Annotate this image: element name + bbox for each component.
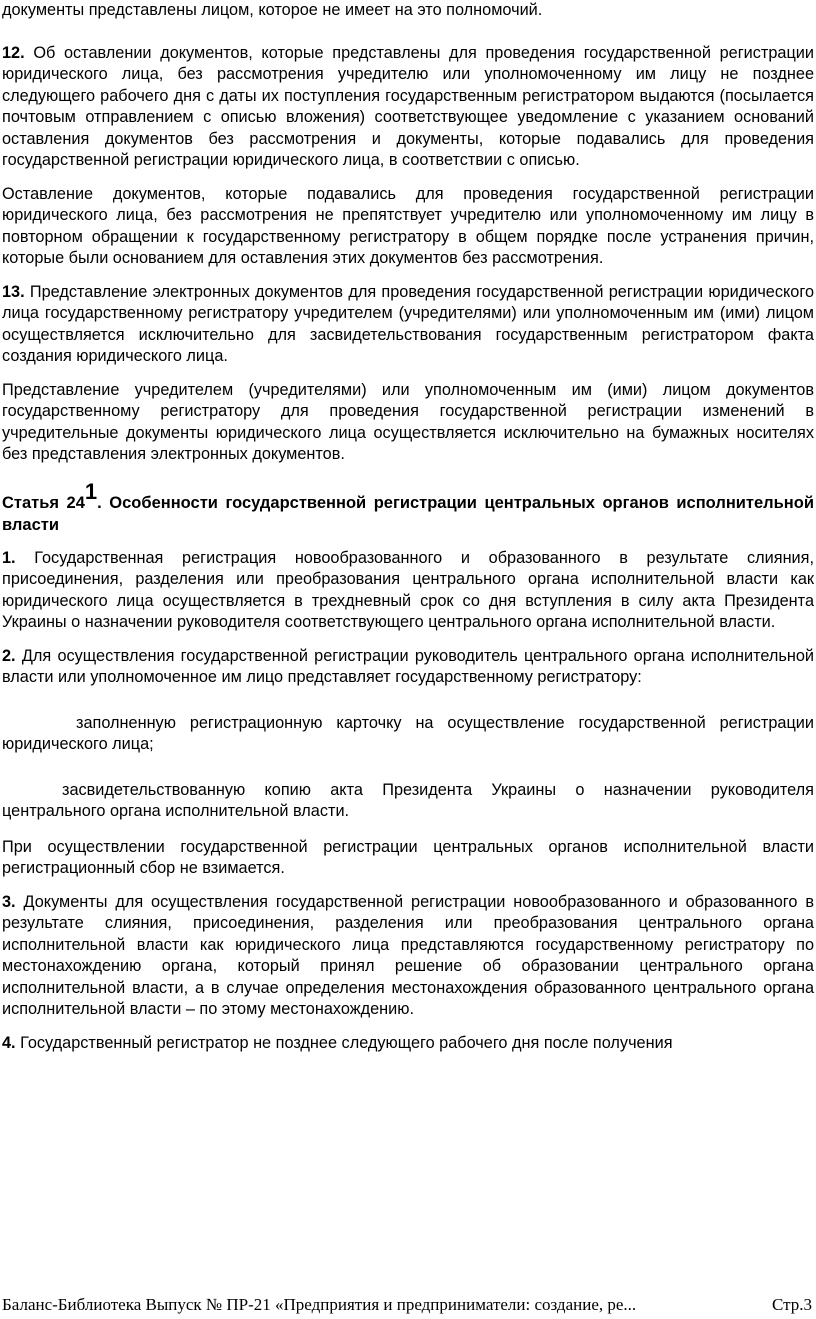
article-superscript: 1 <box>84 479 98 504</box>
item-text: Государственный регистратор не позднее следующего рабочего дня после получения <box>15 1033 673 1052</box>
item-2-note: При осуществлении государственной регистрации центральных органов исполнительной власти регистрационный сбор не взимается. <box>2 837 814 877</box>
article-title: . Особенности государственной регистрации центральных органов исполнительной власти <box>2 493 814 534</box>
item-4 <box>2 1033 814 1055</box>
page-number: Стр.3 <box>771 1295 812 1314</box>
item-2-list-entry: засвидетельствованную копию акта Президента Украины о назначении руководителя центрального органа исполнительной власти. <box>2 780 814 820</box>
paragraph-continuation: документы представлены лицом, которое не имеет на это полномочий. <box>2 1 543 19</box>
item-number: 3. <box>2 892 16 911</box>
page-footer <box>2 1294 814 1316</box>
paragraph-13 <box>2 282 814 368</box>
item-number: 2. <box>2 646 16 665</box>
document-body <box>2 0 814 1066</box>
item-number: 4. <box>2 1033 16 1052</box>
item-text: Для осуществления государственной регистрации руководитель центрального органа исполнительной власти или уполномоченное им лицо представляет государственному регистратору: <box>2 646 814 686</box>
item-2 <box>2 646 814 689</box>
footer-source: Баланс-Библиотека Выпуск № ПР-21 «Предприятия и предприниматели: создание, ре... <box>2 1295 637 1314</box>
item-1 <box>2 548 814 634</box>
paragraph-12-continued: Оставление документов, которые подавались для проведения государственной регистрации юридического лица, без рассмотрения не препятствует учредителю или уполномоченному им лицу в повторном обращении к государственному регистратору в общем порядке после устранения причин, которые были основанием для оставления этих документов без рассмотрения. <box>2 184 814 267</box>
paragraph-text: Представление электронных документов для проведения государственной регистрации юридического лица государственному регистратору учредителем (учредителями) или уполномоченным им (ими) лицом осуществляется исключительно для засвидетельствования государственным регистратором факта создания юридического лица. <box>2 282 814 365</box>
paragraph-number: 13. <box>2 282 25 301</box>
article-prefix: Статья 24 <box>2 493 85 512</box>
item-2-list-entry: заполненную регистрационную карточку на осуществление государственной регистрации юридического лица; <box>2 713 814 753</box>
item-3 <box>2 892 814 1021</box>
paragraph-13-continued: Представление учредителем (учредителями) или уполномоченным им (ими) лицом документов государственному регистратору для проведения государственной регистрации изменений в учредительные документы юридического лица осуществляется исключительно на бумажных носителях без представления электронных документов. <box>2 380 814 463</box>
paragraph-number: 12. <box>2 43 25 62</box>
item-text: Документы для осуществления государственной регистрации новообразованного и образованного в результате слияния, присоединения, разделения или преобразования центрального органа исполнительной власти как юридического лица представляются государственному регистратору по местонахождению органа, который принял решение об образовании центрального органа исполнительной власти, а в случае определения местонахождения образованного центрального органа исполнительной власти – по этому местонахождению. <box>2 892 814 1018</box>
article-heading <box>2 479 814 536</box>
item-text: Государственная регистрация новообразованного и образованного в результате слияния, присоединения, разделения или преобразования центрального органа исполнительной власти как юридического лица осуществляется в трехдневный срок со дня вступления в силу акта Президента Украины о назначении руководителя соответствующего центрального органа исполнительной власти. <box>2 548 814 631</box>
paragraph-text: Об оставлении документов, которые представлены для проведения государственной регистрации юридического лица, без рассмотрения учредителю или уполномоченному им лицу не позднее следующего рабочего дня с даты их поступления государственным регистратором выдаются (посылается почтовым отправлением с описью вложения) соответствующее уведомление с указанием оснований оставления документов без рассмотрения и документы, которые подавались для проведения государственной регистрации юридического лица, в соответствии с описью. <box>2 43 814 169</box>
item-number: 1. <box>2 548 16 567</box>
paragraph-12 <box>2 43 814 172</box>
